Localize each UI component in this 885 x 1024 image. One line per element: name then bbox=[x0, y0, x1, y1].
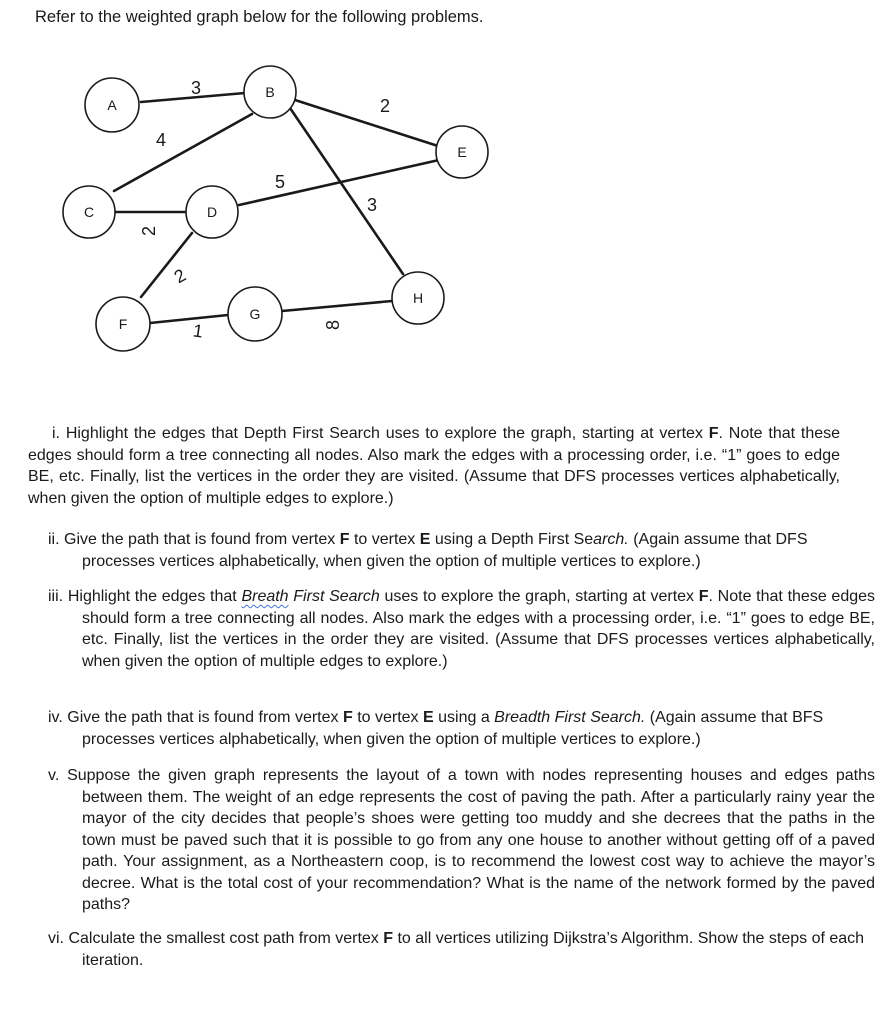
question-1 bbox=[28, 423, 840, 509]
question-2-vertex-to: E bbox=[419, 531, 431, 548]
question-2 bbox=[48, 529, 882, 572]
question-3-vertex: F bbox=[698, 588, 709, 605]
question-2-number: ii. bbox=[48, 531, 60, 548]
weight-label-bh: 3 bbox=[366, 195, 378, 215]
vertex-label-a: A bbox=[107, 97, 117, 113]
question-4 bbox=[48, 707, 882, 750]
question-3-number: iii. bbox=[48, 588, 64, 605]
question-6-text-b: to all vertices utilizing Dijkstra’s Algorithm. Show the steps of each iteration. bbox=[82, 930, 865, 969]
weight-label-be: 2 bbox=[379, 96, 391, 116]
weight-label-fg: 1 bbox=[191, 320, 205, 342]
question-3-text-b: uses to explore the graph, starting at vertex bbox=[379, 588, 699, 605]
weight-label-df: 2 bbox=[170, 264, 190, 288]
weight-label-ab: 3 bbox=[190, 78, 202, 98]
edge-f-g bbox=[150, 315, 228, 323]
question-3 bbox=[48, 586, 875, 672]
vertex-label-e: E bbox=[457, 144, 467, 160]
question-6-text-a: Calculate the smallest cost path from vertex bbox=[68, 930, 384, 947]
edge-b-e bbox=[295, 100, 438, 146]
question-4-text-d: (Again assume that BFS processes vertices alphabetically, when given the option of multiple vertices to explore.) bbox=[82, 709, 824, 748]
question-6-number: vi. bbox=[48, 930, 64, 947]
vertex-label-g: G bbox=[249, 306, 261, 322]
question-3-text-a: Highlight the edges that bbox=[67, 588, 242, 605]
question-6 bbox=[48, 928, 872, 971]
question-4-vertex-to: E bbox=[423, 709, 434, 726]
question-5-number: v. bbox=[48, 767, 60, 784]
weight-label-cd: 2 bbox=[139, 225, 159, 237]
weight-label-de: 5 bbox=[274, 172, 286, 192]
question-1-text-a: Highlight the edges that Depth First Search uses to explore the graph, starting at vertex bbox=[65, 425, 709, 442]
question-3-search-word: First Search bbox=[288, 588, 380, 605]
vertex-label-c: C bbox=[83, 204, 95, 220]
question-3-text-c: . Note that these edges should form a tree connecting all nodes. Also mark the edges with a processing order, i.e. “1” goes to edge BE, etc. Finally, list the vertices in the order they are visited. (Assume that DFS processes vertices alphabetically, when given the option of multiple edges to explore.) bbox=[82, 588, 876, 670]
question-2-text-d: (Again assume that DFS processes vertices alphabetically, when given the option of multiple vertices to explore.) bbox=[82, 531, 808, 570]
vertex-label-d: D bbox=[206, 204, 218, 220]
question-4-text-c: using a bbox=[433, 709, 495, 726]
edge-g-h bbox=[282, 301, 392, 311]
question-4-vertex-from: F bbox=[342, 709, 353, 726]
vertex-label-h: H bbox=[412, 290, 424, 306]
weighted-graph bbox=[0, 0, 520, 380]
question-1-vertex: F bbox=[708, 425, 719, 442]
question-6-vertex: F bbox=[383, 930, 394, 947]
weight-label-ac: 4 bbox=[155, 130, 167, 150]
question-4-text-b: to vertex bbox=[352, 709, 423, 726]
vertex-label-b: B bbox=[265, 84, 275, 100]
question-2-text-c: using a Depth First Se bbox=[430, 531, 594, 548]
question-2-vertex-from: F bbox=[339, 531, 350, 548]
edge-d-e bbox=[239, 160, 439, 205]
edge-d-f bbox=[141, 233, 192, 297]
question-4-number: iv. bbox=[48, 709, 63, 726]
question-2-text-a: Give the path that is found from vertex bbox=[64, 531, 340, 548]
question-4-text-italic: Breadth First Search. bbox=[494, 709, 646, 726]
question-5-text: Suppose the given graph represents the layout of a town with nodes representing houses and edges paths between them. The weight of an edge represents the cost of paving the path. After a particularly rainy year the mayor of the city decides that people’s shoes were getting too muddy and she decrees that the paths in the town must be paved such that it is possible to go from any one house to another without getting off of a paved path. Your assignment, as a Northeastern coop, is to recommend the lowest cost way to achieve the mayor’s decree. What is the total cost of your recommendation? What is the name of the network formed by the paved paths? bbox=[67, 767, 875, 913]
weight-label-gh: 8 bbox=[323, 319, 343, 331]
question-2-text-b: to vertex bbox=[349, 531, 420, 548]
question-3-breath-word: Breath bbox=[241, 588, 289, 605]
edge-a-c bbox=[114, 114, 252, 191]
vertex-label-f: F bbox=[118, 316, 128, 332]
question-1-number: i. bbox=[52, 425, 60, 442]
question-4-text-a: Give the path that is found from vertex bbox=[67, 709, 343, 726]
question-5 bbox=[48, 765, 875, 916]
question-1-text-b: . Note that these edges should form a tree connecting all nodes. Also mark the edges with a processing order, i.e. “1” goes to edge BE, etc. Finally, list the vertices in the order they are visited. (Assume that DFS processes vertices alphabetically, when given the option of multiple edges to explore.) bbox=[28, 425, 841, 507]
intro-text: Refer to the weighted graph below for the following problems. bbox=[35, 8, 484, 26]
question-2-text-italic: arch. bbox=[593, 531, 629, 548]
